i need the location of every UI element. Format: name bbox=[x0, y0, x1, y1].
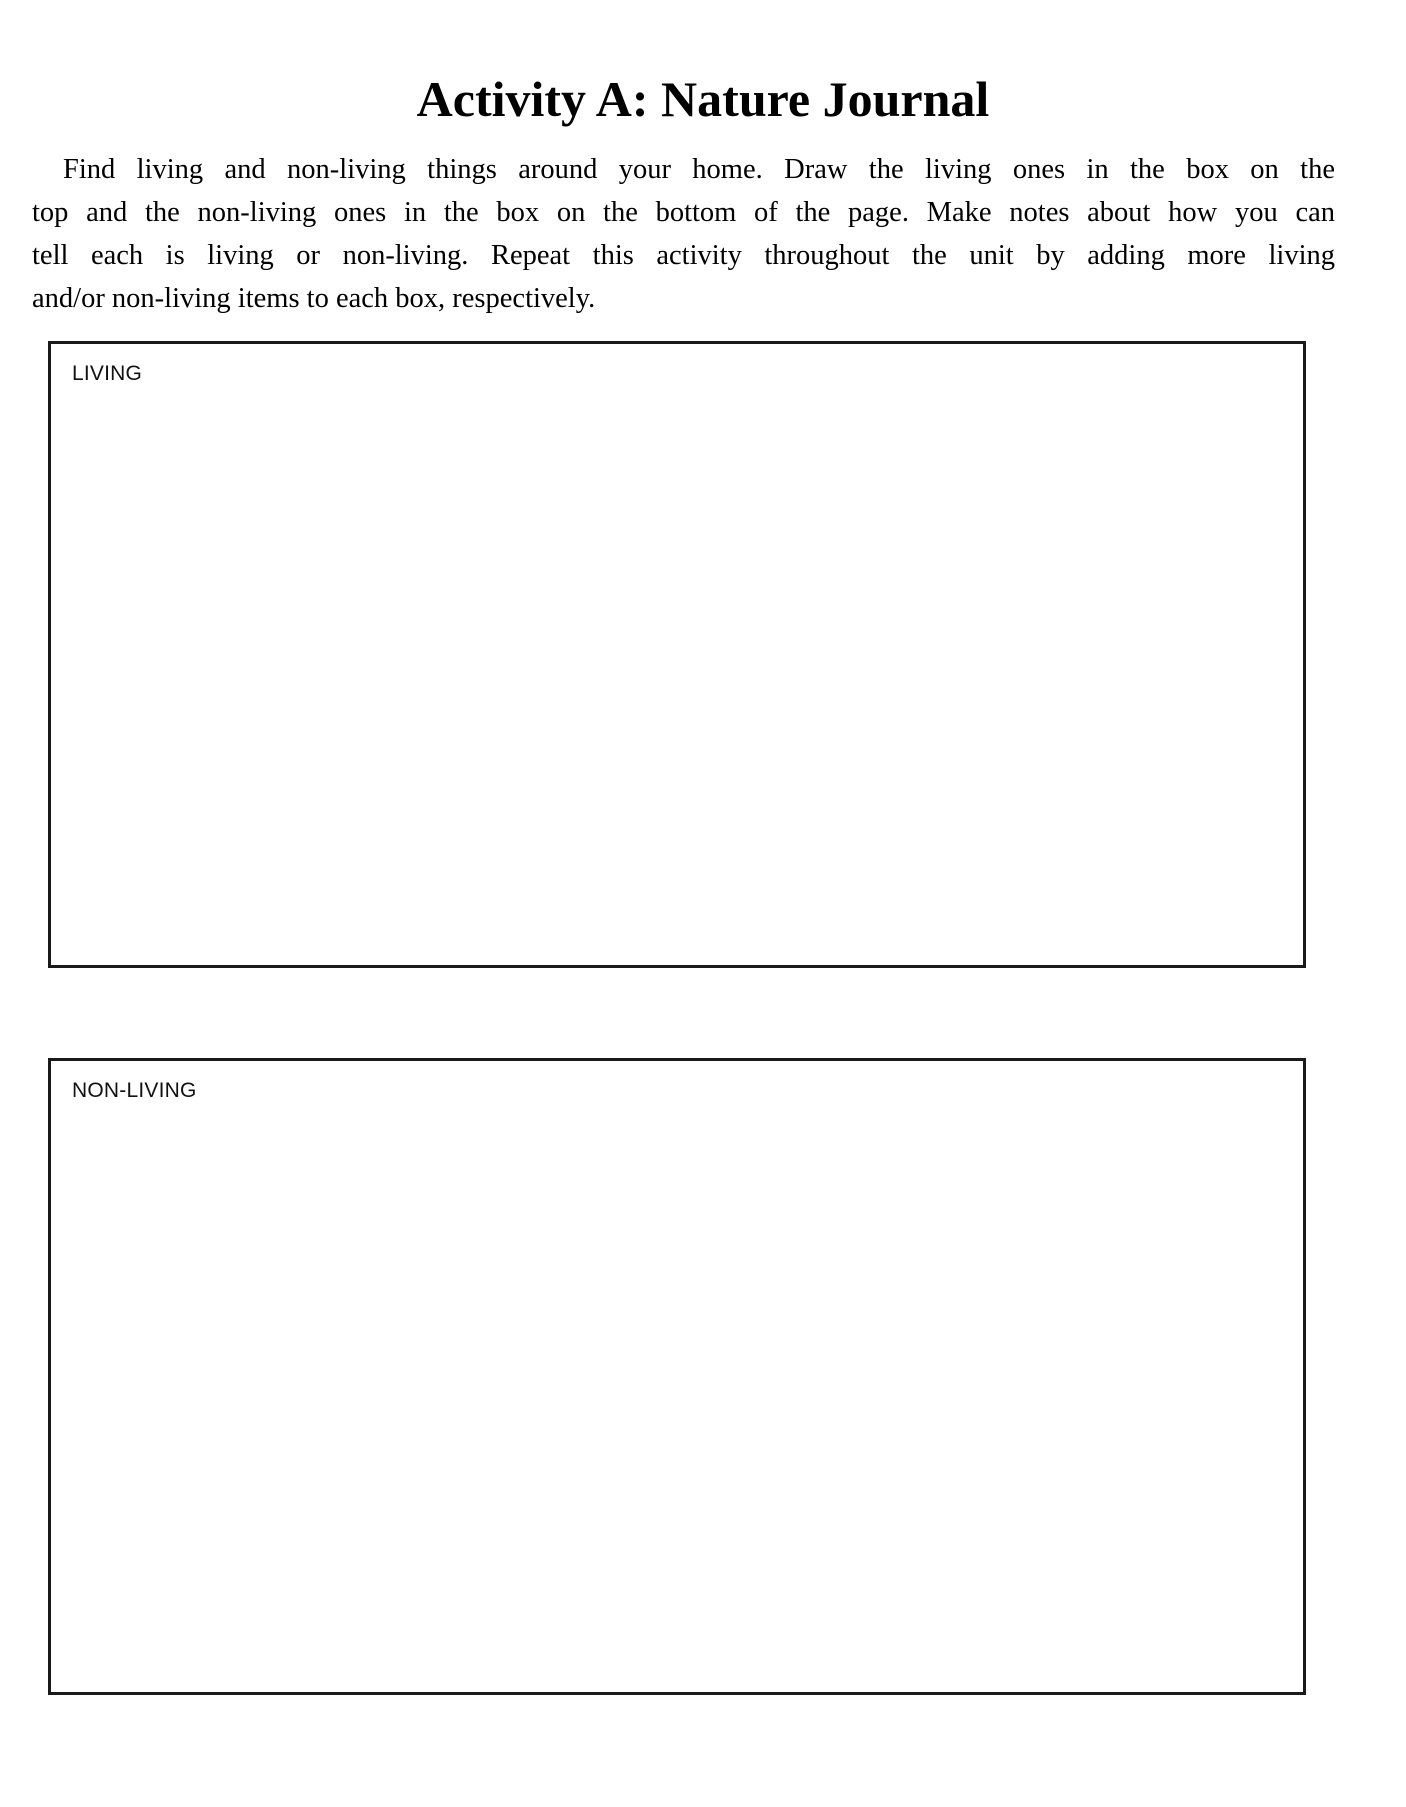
living-drawing-box bbox=[48, 341, 1306, 968]
non-living-drawing-box bbox=[48, 1058, 1306, 1695]
instructions-line-3: tell each is living or non-living. Repeat this activity throughout the unit by adding more living bbox=[32, 240, 1335, 271]
instructions-line-4: and/or non-living items to each box, respectively. bbox=[32, 283, 596, 314]
page-title: Activity A: Nature Journal bbox=[416, 70, 990, 127]
non-living-box-label: NON-LIVING bbox=[72, 1079, 197, 1102]
instructions-paragraph bbox=[32, 148, 1335, 320]
living-box-label: LIVING bbox=[72, 362, 143, 385]
instructions-line-2: top and the non-living ones in the box on the bottom of the page. Make notes about how you can bbox=[32, 197, 1335, 228]
instructions-line-1: Find living and non-living things around your home. Draw the living ones in the box on the bbox=[63, 154, 1335, 185]
